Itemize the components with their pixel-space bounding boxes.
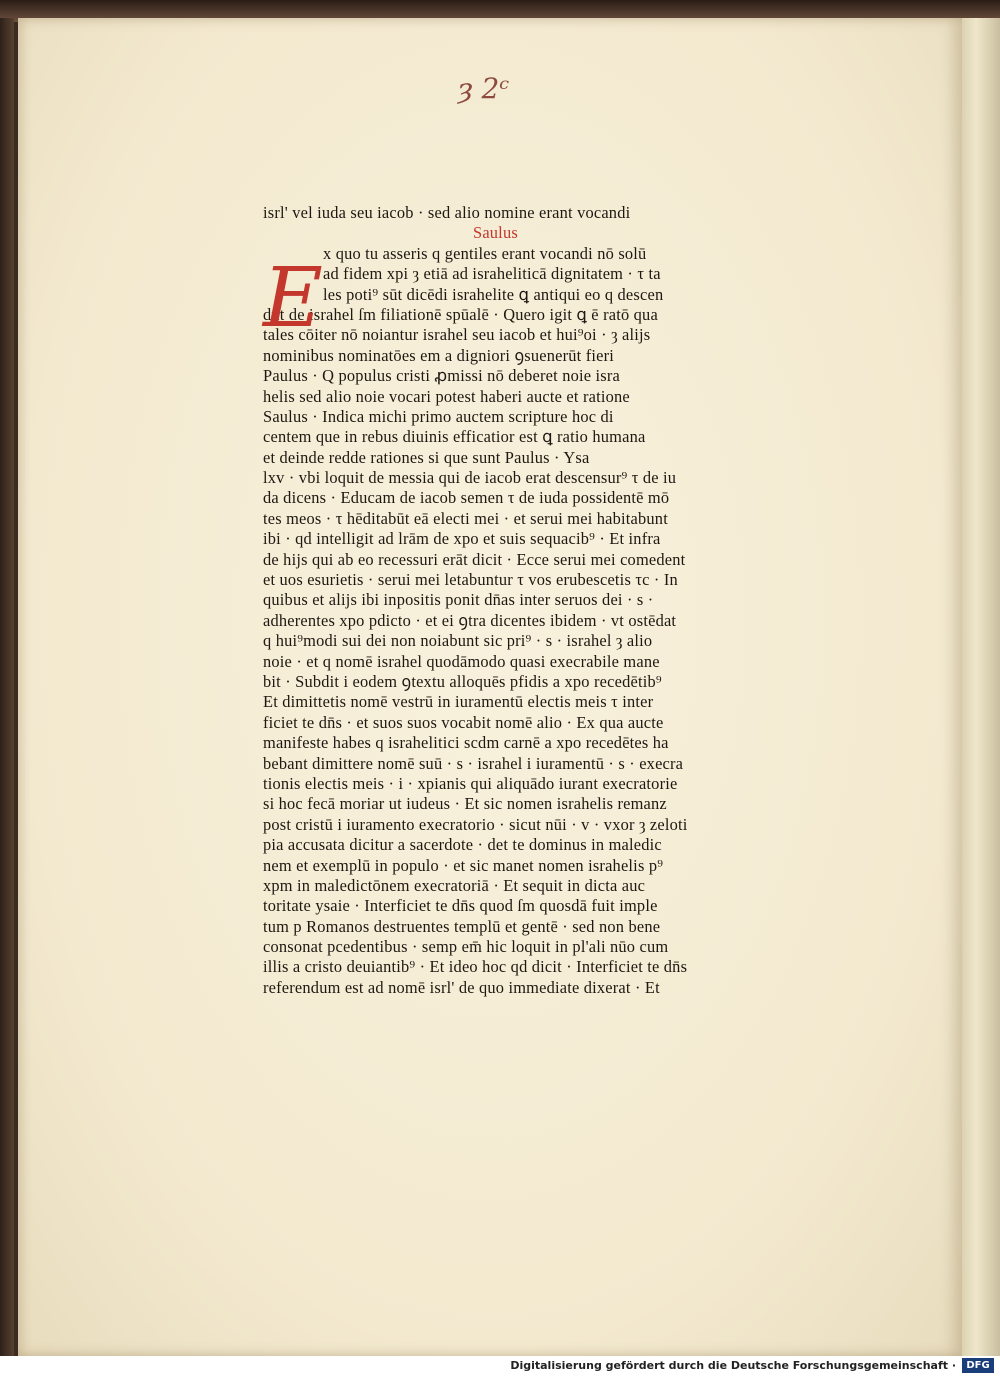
text-line: tionis electis meis · i · xpianis qui aliquādo iurant execratorie (263, 773, 678, 793)
text-line: dūt de israhel ſm filiationē spūalē · Quero igit ꝗ ē ratō qua (263, 304, 658, 324)
text-line: da dicens · Educam de iacob semen τ de iuda possidentē mō (263, 488, 670, 508)
text-line: si hoc fecā moriar ut iudeus · Et sic nomen israhelis remanz (263, 794, 667, 814)
text-line: ad fidem xpi ȝ etiā ad israheliticā dignitatem · τ ta (323, 264, 661, 284)
text-line: et uos esurietis · serui mei letabuntur τ vos erubescetis τc · In (263, 570, 678, 590)
facing-page-edge (959, 18, 1000, 1356)
text-line: pia accusata dicitur a sacerdote · det te dominus in maledic (263, 835, 662, 855)
text-line: consonat pcedentibus · semp em̄ hic loquit in pl'ali nūo cum (263, 937, 669, 957)
footer-credit: Digitalisierung gefördert durch die Deutsche Forschungsgemeinschaft · (510, 1359, 956, 1372)
text-line: bit · Subdit i eodem ꝯtextu alloquēs pfidis a xpo recedētib⁹ (263, 671, 662, 691)
text-line: bebant dimittere nomē suū · s · israhel i iuramentū · s · execra (263, 753, 684, 773)
manuscript-page (18, 18, 962, 1356)
text-line: et deinde redde rationes si que sunt Paulus · Ysa (263, 447, 590, 467)
text-line: quibus et alijs ibi inpositis ponit dn̄as inter seruos dei · s · (263, 590, 654, 610)
binding-left-edge (0, 18, 14, 1356)
digitization-footer (0, 1356, 1000, 1376)
text-line: tum p Romanos destruentes templū et gentē · sed non bene (263, 916, 661, 936)
text-line: nominibus nominatōes em a digniori ꝯsuenerūt fieri (263, 345, 615, 365)
text-line: manifeste habes q israhelitici scdm carnē a xpo recedētes ha (263, 733, 669, 753)
text-line: Saulus · Indica michi primo auctem scripture hoc di (263, 406, 614, 426)
text-line: tes meos · τ hēditabūt eā electi mei · et serui mei habitabunt (263, 508, 668, 528)
text-line: nem et exemplū in populo · et sic manet nomen israhelis p⁹ (263, 855, 664, 875)
text-line: ibi · qd intelligit ad lrām de xpo et suis sequacib⁹ · Et infra (263, 529, 661, 549)
text-line: ficiet te dn̄s · et suos suos vocabit nomē alio · Ex qua aucte (263, 712, 664, 732)
text-line: de hijs qui ab eo recessuri erāt dicit · Ecce serui mei comedent (263, 549, 686, 569)
text-line: referendum est ad nomē isrl' de quo immediate dixerat · Et (263, 977, 660, 997)
rubricated-initial: E (263, 251, 324, 346)
text-column (263, 203, 803, 998)
text-line: lxv · vbi loquit de messia qui de iacob erat descensur⁹ τ de iu (263, 468, 677, 488)
text-line: isrl' vel iuda seu iacob · sed alio nomine erant vocandi (263, 203, 631, 222)
text-line: x quo tu asseris q gentiles erant vocandi nō solū (323, 243, 647, 263)
text-line: les poti⁹ sūt dicēdi israhelite ꝗ antiqui eo q descen (323, 284, 664, 304)
dfg-logo: DFG (962, 1358, 994, 1373)
text-line: tales cōiter nō noiantur israhel seu iacob et hui⁹oi · ȝ alijs (263, 325, 651, 345)
text-line: helis sed alio noie vocari potest haberi aucte et ratione (263, 386, 630, 406)
rubric-heading: Saulus (473, 223, 518, 243)
text-line: Et dimittetis nomē vestrū in iuramentū electis meis τ inter (263, 692, 654, 712)
folio-mark: ȝ 2ᶜ (458, 72, 510, 105)
text-line: toritate ysaie · Interficiet te dn̄s quod ſm quosdā fuit imple (263, 896, 658, 916)
text-line: post cristū i iuramento execratorio · sicut nūi · v · vxor ȝ zeloti (263, 814, 688, 834)
text-line: q hui⁹modi sui dei non noiabunt sic pri⁹ · s · israhel ȝ alio (263, 631, 653, 651)
text-line: Paulus · Q populus cristi ꝓmissi nō deberet noie isra (263, 366, 620, 386)
text-line: centem que in rebus diuinis efficatior est ꝗ ratio humana (263, 427, 646, 447)
text-line: adherentes xpo pdicto · et ei ꝯtra dicentes ibidem · vt ostēdat (263, 610, 677, 630)
text-line: xpm in maledictōnem execratoriā · Et sequit in dicta auc (263, 875, 646, 895)
text-line: illis a cristo deuiantib⁹ · Et ideo hoc qd dicit · Interficiet te dn̄s (263, 957, 688, 977)
text-line: noie · et q nomē israhel quodāmodo quasi execrabile mane (263, 651, 660, 671)
